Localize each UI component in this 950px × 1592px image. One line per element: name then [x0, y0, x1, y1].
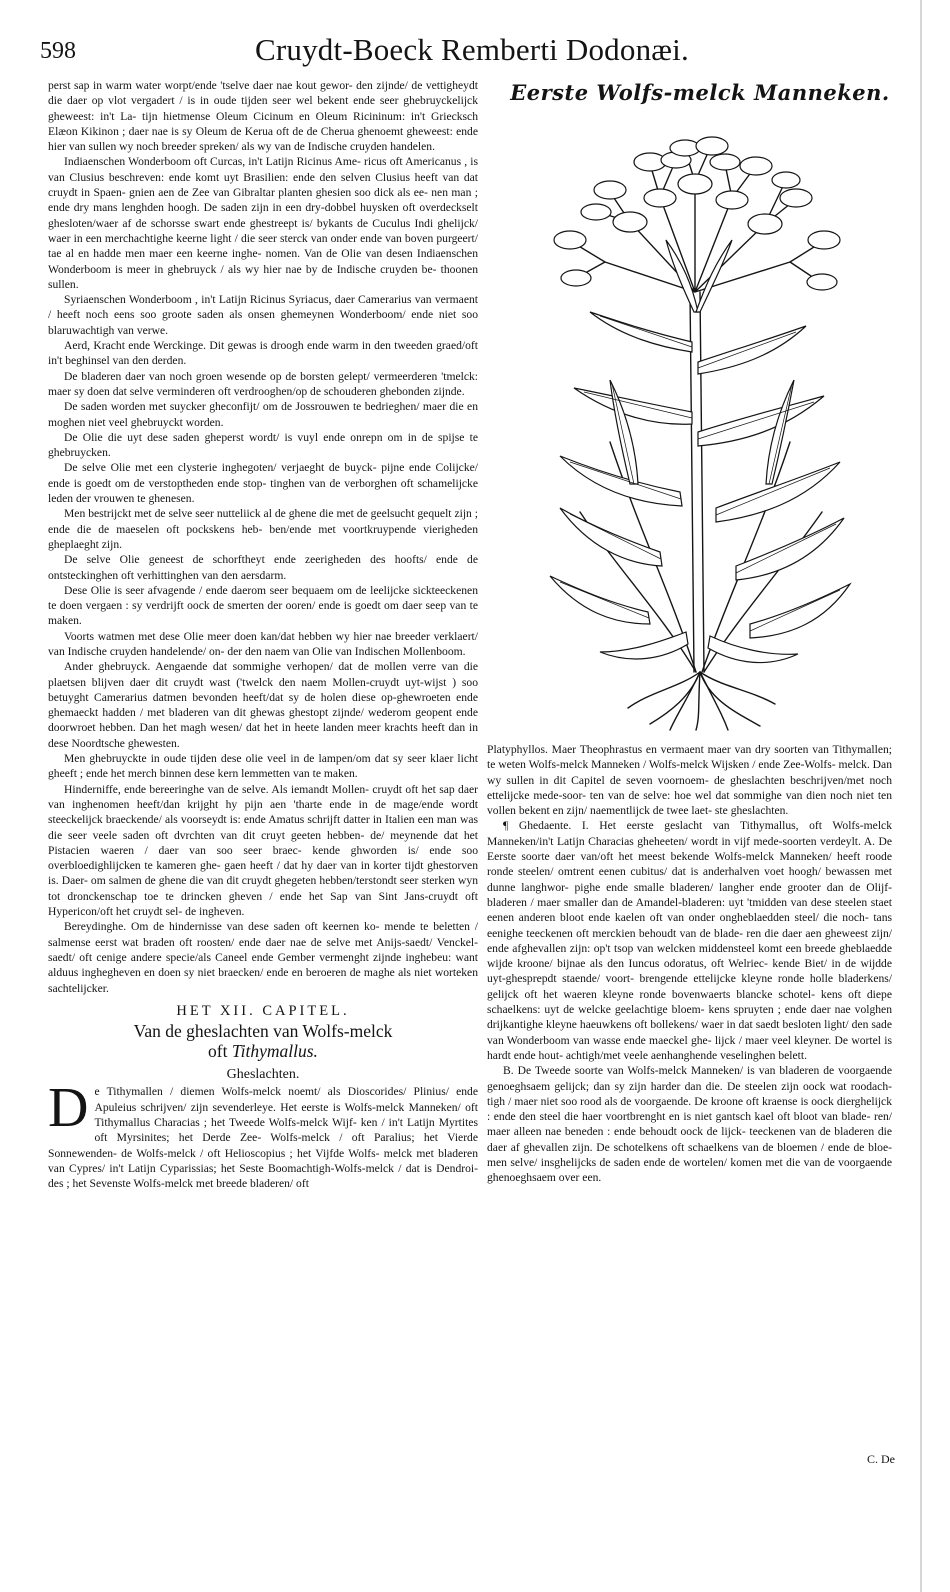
chapter-subtitle-line2-italic: Tithymallus. — [231, 1041, 318, 1062]
drop-cap: D — [48, 1077, 89, 1140]
paragraph: De selve Olie met een clysterie inghegoten/ verjaeght de buyck- pijne ende Colijcke/ ende is goedt om de verstoptheden ende stop- tinghen van de verborghen oft schamelijcke leden der vrouwen te ghenesen. — [48, 461, 478, 506]
catchword: C. De — [867, 1452, 895, 1466]
paragraph: Men ghebruyckte in oude tijden dese olie veel in de lampen/om dat sy seer klaer licht gheeft ; ende het merch binnen dese kern lemmetten van te maken. — [48, 752, 478, 781]
paragraph: Syriaenschen Wonderboom , in't Latijn Ricinus Syriacus, daer Camerarius van vermaent / heeft noch eens soo groote saden als onsen ghemeynen Wonderboom/ ende niet soo blaruwachtigh van verwe. — [48, 293, 478, 337]
paragraph: Bereydinghe. Om de hindernisse van dese saden oft keernen ko- mende te beletten / salmense eerst wat braden oft roosten/ ende daer nae de selve met Anijs-saedt/ Venckel-saedt/ oft cenige andere specie/als Caneel ende Gember vermenght zijnde inghebeu: want alduus inghegheven en doen sy niet braecken/ ende en beroeren de maghe als niet worteken sachtelijcker. — [48, 920, 478, 995]
paragraph: De Olie die uyt dese saden gheperst wordt/ is vuyl ende onrepn om in de spijse te ghebruycken. — [48, 430, 478, 460]
plant-figure — [500, 72, 900, 737]
paragraph: Ander ghebruyck. Aengaende dat sommighe verhopen/ dat de mollen verre van die plaetsen blijven daer dit cruydt wast ('twelck den naem Mollen-cruydt uyt-wijst ) soo betuyght Camerarius datmen bevonden heeft/dat sy de holen diese op-ghewroeten ende ghemaeckt hadden / met bladeren van dit ghewas ghestopt zijnde/ wederom geopent ende doorwroet hebben. Dan het magh wesen/ dat het in heete landen meer krachts heeft dan in dese Noordtsche ghewesten. — [48, 660, 478, 750]
section-heading: Gheslachten. — [226, 1067, 300, 1083]
paragraph: Voorts watmen met dese Olie meer doen kan/dat hebben wy hier nae breeder verklaert/ van Indische cruyden handelende/ on- der den naem van Olie van Indischen Mollenboom. — [48, 629, 478, 658]
left-column — [48, 78, 478, 1191]
paragraph: De saden worden met suycker gheconfijt/ om de Jossrouwen te bedrieghen/ maer die en moghen niet veel ghebruyckt worden. — [48, 400, 478, 429]
paragraph: Men bestrijckt met de selve seer nutteliick al de ghene die met de geelsucht gequelt zijn ; ende die de maeselen oft pockskens heb- ben/ende met voortkruypende vierigheden gheplaeght zijn. — [48, 507, 478, 551]
opening-paragraph — [48, 1077, 478, 1191]
page-number: 598 — [40, 38, 76, 64]
right-column — [487, 742, 892, 1186]
running-title: Cruydt-Boeck Remberti Dodonæi. — [255, 32, 689, 67]
paragraph: De selve Olie geneest de schorftheyt ende zeerigheden des hoofts/ ende de ontsteckinghen oft verhittinghen van den aersdarm. — [48, 553, 478, 582]
paragraph: perst sap in warm water worpt/ende 'tselve daer nae kout gewor- den zijnde/ de vettigheydt die daer op vlot vergadert / is in oude tijden seer wel bekent ende seer ghebruyckelijck gheweest: in't La- tijn hietmense Oleum Cicinum en Oleum Ricininum: in't Griecksch Elæon Kikinon ; daer nae is sy Oleum de Kerua oft de de Cherua ghenoemt gheweest: ende hier van sullen wy noch breeder spreken/ als wy van de Indische cruyden handelen. — [48, 79, 478, 154]
paragraph: De bladeren daer van noch groen wesende op de borsten gelept/ vermeerderen 'tmelck: maer sy doen dat selve verminderen oft verdrooghen/op de schouderen ghebonden zijnde. — [48, 369, 478, 398]
chapter-subtitle-line2-plain: oft — [208, 1041, 232, 1062]
paragraph: Dese Olie is seer afvagende / ende daerom seer bequaem om de leelijcke sickteeckenen te doen vergaen : sy verdrijft oock de smerten der ooren/ ende is goedt om daer seep van te maken. — [48, 583, 478, 628]
opening-text: e Tithymallen / diemen Wolfs-melck noemt/ als Dioscorides/ Plinius/ ende Apuleius schrijven/ zijn sevenderleye. Het eerste is Wolfs-melck Manneken/ oft Tithymallus Characias ; het Tweede Wolfs-melck Wijf- ken / in't Latijn Myrtites oft Myrsinites; het Derde Zee- Wolfs-melck / oft Paralius; het Vierde Sonnewenden- de Wolfs-melck / oft Helioscopius ; het Vijfde Wolfs- melck met bladeren van Cypres/ in't Latijn Cyparissias; het Seste Boomachtigh-Wolfs-melck / dat is Dendroi- des ; het Sevenste Wolfs-melck met breede bladeren/ oft — [48, 1085, 478, 1191]
paragraph: Platyphyllos. Maer Theophrastus en vermaent maer van dry soorten van Tithymallen; te weten Wolfs-melck Manneken / Wolfs-melck Wijsken / ende Zee-Wolfs- melck. Dan wy sullen in dit Capitel de seven voornoem- de gheslachten beschrijven/met noch ettelijcke mede-soor- ten van de selve: hoe wel dat sommighe van dien noch niet ten vollen bekent en zijn/ naementlijck de twee laet- ste gheslachten. — [487, 743, 892, 818]
chapter-heading: HET XII. CAPITEL. — [176, 1002, 350, 1019]
figure-caption: Eerste Wolfs-melck Manneken. — [510, 80, 890, 105]
paragraph: ¶ Ghedaente. I. Het eerste geslacht van Tithymallus, oft Wolfs-melck Manneken/in't Latijn Characias gheheeten/ wordt in vijf mede-soorten verdeylt. A. De Eerste soorte daer van/oft het meest bekende Wolfs-melck Manneken/ heeft roode ronde steelen/ omtrent eenen cubitus/ dat is anderhalven voet hoogh/ bewassen met dunne langhwor- pighe ende smalle bladeren/ langher ende grooter dan de Olijf-bladeren / maer smaller dan de Amandel-bladeren: uyt 'tmidden van dese steelen staet eenen anderen bloot ende kaelen oft van onder ongheblaedden steel/ die noch- tans eenighe teeckenen oft merckien behoudt van de blade- ren die daer aen gheweest zijn/ ende afghevallen zijn: op't tsop van welcken middensteel komt een breede gheblaedde wijde kroone/ bijnae als den Iuncus odoratus, oft Welriec- kende Biet/ in de wijdde uyt-ghesprepdt staende/ voort- brengende ettelijcke kleyne ronde holle bladerkens/ gelijck oft het waeren kleyne ronde bovenwaerts blancke schotel- kens oft diepe schaelkens: uyt de welcke geelachtige bloem- kens spruyten ; ende daer nae volghen drijkantighe kleyne haeuwkens oft bollekens/ waer in dat saedt besloten light/ den sade van Wonderboom van wasse ende maeckel ghe- lijck / maer veel kleyner. De wortel is hardt ende hout- achtigh/met veele aenhanghende veselinghen belett. — [487, 819, 892, 1062]
plant-illustration — [510, 112, 890, 732]
paragraph: B. De Tweede soorte van Wolfs-melck Manneken/ is van bladeren de voorgaende genoeghsaem gelijck; dan sy zijn harder dan die. De steelen zijn oock wat roodach- tigh / maer niet soo rood als de voorgaende. De kroone oft kraense is oock dierghelijck : ende den steel die haer voortbrenght en is niet gantsch kael oft bloot van blade- ren/ maer alleen nae beneden : ende behoudt oock de lijck- teeckenen van de bladeren die daer af ghevallen zijn. De schotelkens oft schaelkens van de bloemen / ende de bloe- men selve/ insghelijcks de saden ende de wortelen/ komen met die van de voorgaende ghenoeghsaem over een. — [487, 1064, 892, 1185]
paragraph: Aerd, Kracht ende Werckinge. Dit gewas is droogh ende warm in den tweeden graed/oft in't beghinsel van den derden. — [48, 339, 478, 368]
paragraph: Indiaenschen Wonderboom oft Curcas, in't Latijn Ricinus Ame- ricus oft Americanus , is van Clusius beschreven: ende komt uyt Brasilien: ende den selven Clusius heeft van dat cruydt in Spaen- gnien aen de Zee van Gibraltar planten ghesien soo dick als ee- nen man ; ende dry mans lenghden hoogh. De saden zijn in een dry-dobbel huysken oft overdeckselt ghesloten/waer af de schorsse swart ende ghestreept is/ bykants de Cuculus Indi ghelijck/ waer in een merchachtighe keerne light / die seer sterck van onder ende van boven purgeert/ tae al en hadde men maer een keerne inghe- nomen. Van de Olie van desen Indiaenschen Wonderboom is meer in ghebruyck / als wy hier nae by de Indische cruyden be- thoonen sullen. — [48, 155, 478, 291]
paragraph: Hinderniffe, ende bereeringhe van de selve. Als iemandt Mollen- cruydt oft het sap daer van inghenomen heeft/dan krijght hy pijn aen 'tharte ende in de mage/ende wordt steeckelijck braeckende/ als voorseydt is: ende Amatus schrijft datter in Italien een man was die seer veele saden oft dvrchten van dit cruyt geeten hebben- de/ meynende dat het Pistacien waeren / daer van soo seer braec- kende ghworden is/ ende soo overbloedighlijcken te kameren ghe- gaen heeft / dat hy daer van in korter tijdt ghestorven is. Daer- om salmen de ghene die van dit cruydt ghegeten hebben/terstondt seer sterken wyn tot dronckenschap toe te drincken gheven / ende het Sap van Sint Jans-cruydt oft Hypericon/oft het cruydt sel- de ingheven. — [48, 782, 478, 919]
chapter-subtitle-line1: Van de gheslachten van Wolfs-melck — [133, 1021, 393, 1042]
chapter-subtitle — [48, 1021, 478, 1061]
page-edge-shadow — [920, 0, 922, 1592]
page-header — [40, 30, 920, 74]
